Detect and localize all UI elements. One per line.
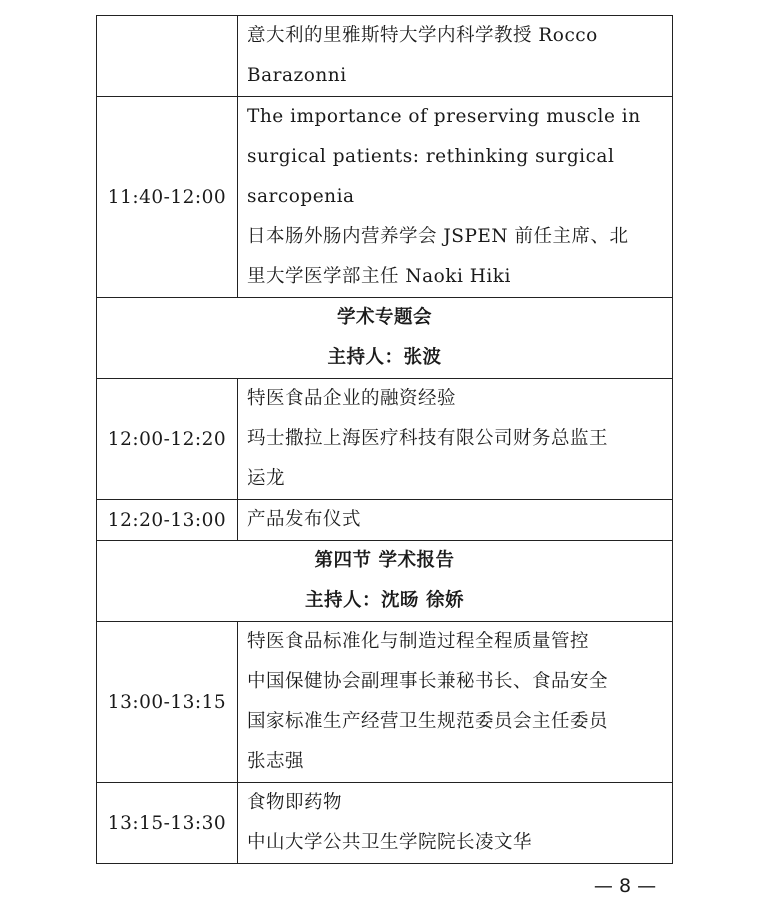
time-cell [97, 16, 238, 97]
content-line: 食物即药物 [247, 792, 343, 813]
content-line: 意大利的里雅斯特大学内科学教授 Rocco [247, 25, 598, 46]
time-cell: 13:15-13:30 [97, 783, 238, 864]
content-cell [238, 16, 673, 97]
agenda-row [97, 97, 673, 298]
agenda-table [96, 15, 673, 864]
content-line: 运龙 [247, 468, 286, 489]
section-header-row [97, 541, 673, 622]
time-cell: 12:20-13:00 [97, 500, 238, 541]
time-cell: 11:40-12:00 [97, 97, 238, 298]
section-header [97, 298, 673, 379]
content-line: 中山大学公共卫生学院院长凌文华 [247, 832, 533, 853]
content-line: sarcopenia [247, 186, 355, 207]
agenda-row [97, 16, 673, 97]
content-line: 中国保健协会副理事长兼秘书长、食品安全 [247, 671, 609, 692]
content-cell [238, 97, 673, 298]
content-line: 特医食品企业的融资经验 [247, 388, 457, 409]
section-host: 主持人：沈旸 徐娇 [305, 590, 464, 611]
content-line: The importance of preserving muscle in [247, 106, 641, 127]
content-line: 张志强 [247, 751, 305, 772]
content-line: 日本肠外肠内营养学会 JSPEN 前任主席、北 [247, 226, 629, 247]
section-header-row [97, 298, 673, 379]
section-host: 主持人：张波 [327, 347, 442, 368]
content-line: Barazonni [247, 65, 347, 86]
content-cell [238, 783, 673, 864]
content-line: surgical patients: rethinking surgical [247, 146, 615, 167]
time-cell: 12:00-12:20 [97, 379, 238, 500]
agenda-row [97, 622, 673, 783]
content-line: 产品发布仪式 [247, 509, 362, 530]
content-line: 里大学医学部主任 Naoki Hiki [247, 266, 511, 287]
time-cell: 13:00-13:15 [97, 622, 238, 783]
agenda-row [97, 500, 673, 541]
content-cell [238, 379, 673, 500]
section-header [97, 541, 673, 622]
content-line: 特医食品标准化与制造过程全程质量管控 [247, 631, 590, 652]
section-title: 学术专题会 [336, 307, 432, 328]
agenda-row [97, 783, 673, 864]
content-line: 国家标准生产经营卫生规范委员会主任委员 [247, 711, 609, 732]
page-number: — 8 — [593, 875, 657, 897]
section-title: 第四节 学术报告 [314, 550, 455, 571]
agenda-row [97, 379, 673, 500]
content-cell [238, 622, 673, 783]
content-line: 玛士撒拉上海医疗科技有限公司财务总监王 [247, 428, 609, 449]
content-cell [238, 500, 673, 541]
